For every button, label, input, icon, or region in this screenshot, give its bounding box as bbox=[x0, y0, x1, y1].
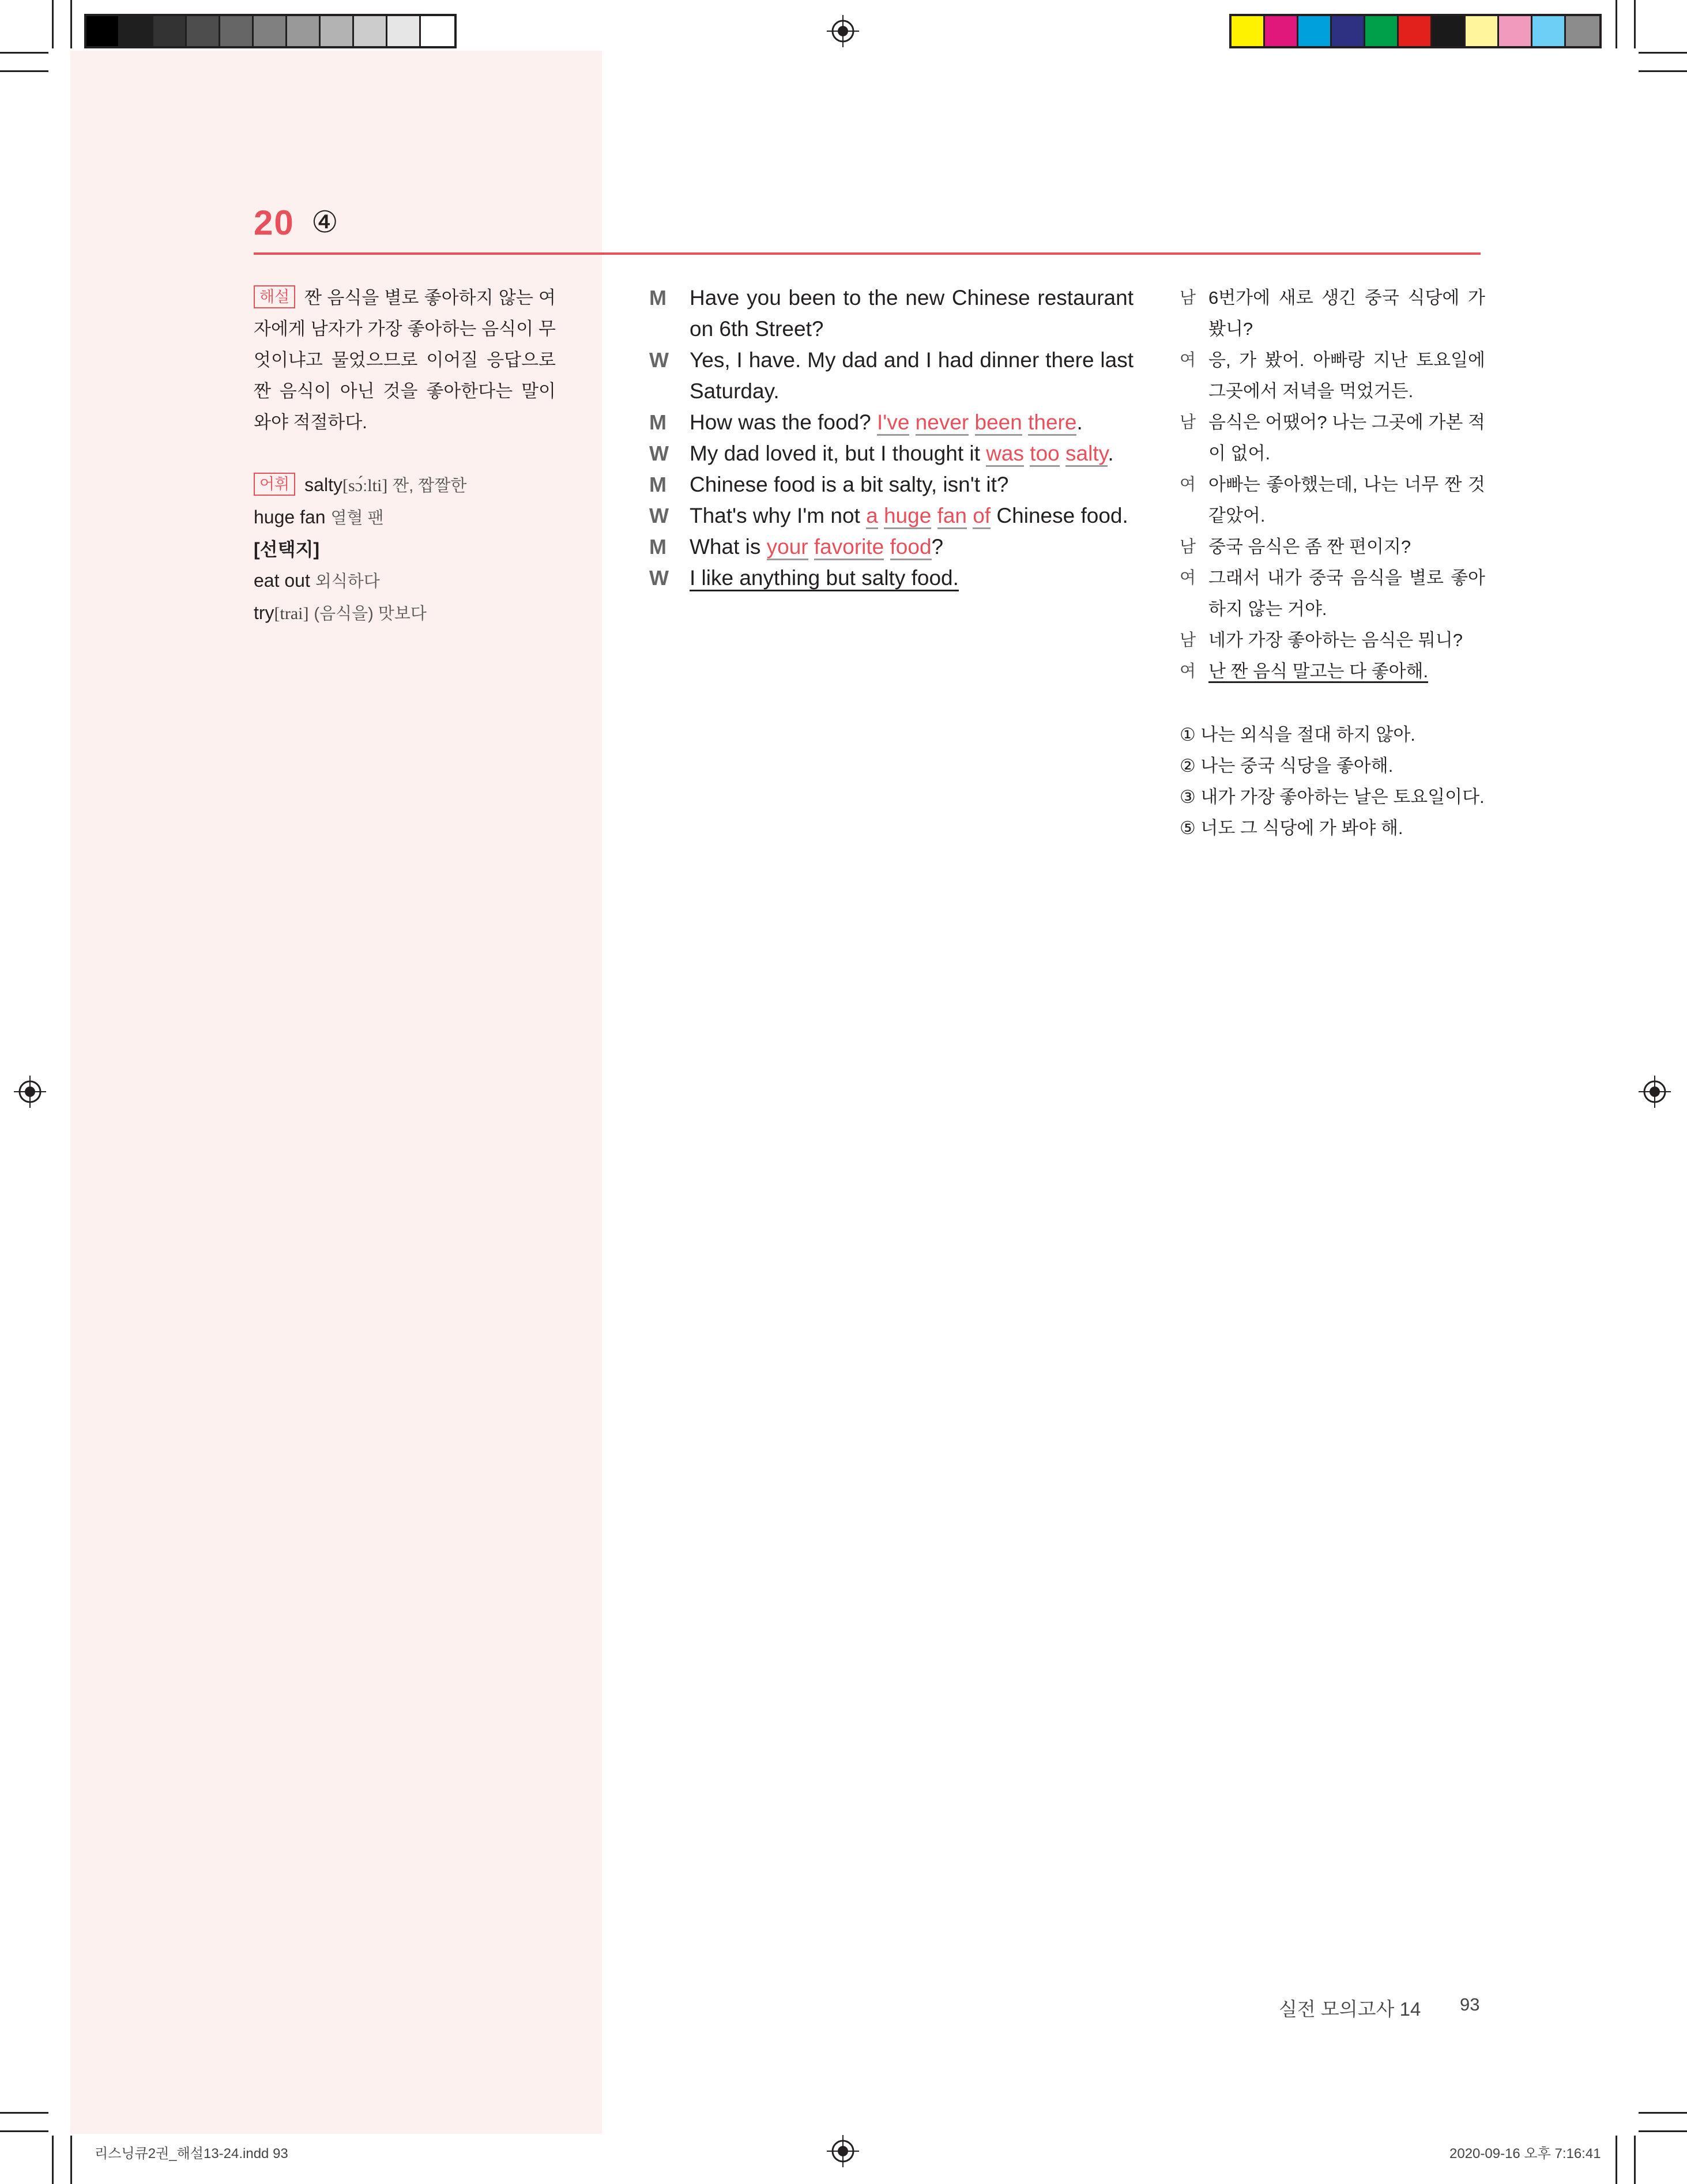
translation-line bbox=[1180, 625, 1485, 656]
explanation-tag: 해설 bbox=[254, 285, 295, 308]
choice-item: ② 나는 중국 식당을 좋아해. bbox=[1180, 756, 1394, 776]
key-phrase-word: of bbox=[973, 504, 991, 529]
gray-swatch bbox=[187, 16, 220, 46]
dialogue-text: Chinese food is a bit salty, isn't it? bbox=[690, 473, 1009, 496]
key-phrase-word: I've bbox=[877, 410, 909, 436]
speaker-label: M bbox=[649, 473, 666, 496]
speaker-label: 남 bbox=[1180, 289, 1196, 307]
color-swatch bbox=[1232, 16, 1265, 46]
key-phrase-word: food bbox=[890, 535, 932, 560]
dialogue-line bbox=[649, 563, 1134, 594]
speaker-label: 여 bbox=[1180, 476, 1196, 494]
gray-swatch bbox=[287, 16, 321, 46]
english-script bbox=[649, 282, 1134, 594]
dialogue-line bbox=[649, 469, 1134, 500]
choice-item: ① 나는 외식을 절대 하지 않아. bbox=[1180, 725, 1415, 745]
vocab-word: huge fan bbox=[254, 507, 326, 527]
translation-line bbox=[1180, 656, 1485, 687]
gray-swatch bbox=[387, 16, 421, 46]
vocab-item bbox=[254, 501, 577, 534]
explanation-block bbox=[254, 282, 556, 438]
heading-rule bbox=[254, 252, 1481, 255]
dialogue-text-plain: Chinese food. bbox=[991, 504, 1128, 527]
speaker-label: 여 bbox=[1180, 569, 1196, 587]
key-phrase-word: huge bbox=[884, 504, 931, 529]
translation-line bbox=[1180, 469, 1485, 531]
speaker-label: 남 bbox=[1180, 538, 1196, 556]
vocab-item bbox=[254, 597, 577, 629]
dialogue-text bbox=[690, 563, 1134, 594]
dialogue-text: Have you been to the new Chinese restaurant on 6th Street? bbox=[690, 286, 1134, 341]
dialogue-text-plain: That's why I'm not bbox=[690, 504, 867, 527]
process-color-bar bbox=[1229, 14, 1602, 48]
translation-text: 음식은 어땠어? 나는 그곳에 가본 적이 없어. bbox=[1208, 412, 1485, 463]
vocab-item bbox=[254, 565, 577, 597]
vocab-word: salty bbox=[304, 474, 342, 495]
speaker-label: 남 bbox=[1180, 631, 1196, 650]
crop-mark bbox=[70, 2136, 72, 2184]
speaker-label: M bbox=[649, 535, 666, 559]
dialogue-line bbox=[649, 531, 1134, 563]
vocab-word: eat out bbox=[254, 570, 310, 591]
speaker-label: W bbox=[649, 566, 669, 590]
dialogue-text-plain: ? bbox=[931, 535, 944, 559]
key-phrase-word: never bbox=[916, 410, 969, 436]
vocab-meaning: 열혈 팬 bbox=[330, 509, 384, 527]
key-phrase-word: fan bbox=[937, 504, 967, 529]
dialogue-text: Yes, I have. My dad and I had dinner there last Saturday. bbox=[690, 348, 1134, 403]
speaker-label: 여 bbox=[1180, 662, 1196, 681]
crop-mark bbox=[1639, 52, 1687, 54]
translation-text: 중국 음식은 좀 짠 편이지? bbox=[1208, 537, 1411, 557]
dialogue-line bbox=[649, 438, 1134, 469]
vocab-section-heading: [선택지] bbox=[254, 539, 320, 560]
dialogue-text-plain: My dad loved it, but I thought it bbox=[690, 442, 986, 465]
choice-translations bbox=[1180, 719, 1485, 844]
vocab-tag: 어휘 bbox=[254, 473, 295, 496]
translation-text: 6번가에 새로 생긴 중국 식당에 가 봤니? bbox=[1208, 288, 1485, 339]
speaker-label: M bbox=[649, 410, 666, 434]
speaker-label: W bbox=[649, 348, 669, 372]
translation-line bbox=[1180, 282, 1485, 345]
registration-mark-icon bbox=[1639, 1076, 1671, 1108]
choice-item: ③ 내가 가장 좋아하는 날은 토요일이다. bbox=[1180, 787, 1485, 807]
grayscale-color-bar bbox=[84, 14, 457, 48]
gray-swatch bbox=[153, 16, 187, 46]
dialogue-text-plain: . bbox=[1076, 410, 1083, 434]
answer-translation: 난 짠 음식 말고는 다 좋아해. bbox=[1208, 661, 1428, 683]
speaker-label: M bbox=[649, 286, 666, 310]
file-info: 리스닝큐2권_해설13-24.indd 93 bbox=[95, 2146, 288, 2162]
gray-swatch bbox=[220, 16, 254, 46]
dialogue-line bbox=[649, 282, 1134, 345]
question-number: 20 bbox=[254, 203, 295, 242]
translation-text: 응, 가 봤어. 아빠랑 지난 토요일에 그곳에서 저녁을 먹었거든. bbox=[1208, 350, 1485, 401]
gray-swatch bbox=[421, 16, 454, 46]
vocab-word: try bbox=[254, 602, 274, 623]
crop-mark bbox=[1639, 2130, 1687, 2132]
color-swatch bbox=[1399, 16, 1432, 46]
key-phrase-word: was bbox=[986, 442, 1024, 467]
crop-mark bbox=[0, 2112, 48, 2114]
translation-text bbox=[1208, 656, 1485, 687]
dialogue-text-plain: . bbox=[1108, 442, 1114, 465]
color-swatch bbox=[1265, 16, 1298, 46]
key-phrase-word: a bbox=[866, 504, 878, 529]
color-swatch bbox=[1499, 16, 1532, 46]
dialogue-line bbox=[649, 345, 1134, 407]
crop-mark bbox=[1616, 2136, 1617, 2184]
color-swatch bbox=[1332, 16, 1365, 46]
translation-line bbox=[1180, 407, 1485, 469]
crop-mark bbox=[1639, 70, 1687, 72]
gray-swatch bbox=[120, 16, 153, 46]
key-phrase-word: salty bbox=[1065, 442, 1108, 467]
crop-mark bbox=[1639, 2112, 1687, 2114]
speaker-label: 남 bbox=[1180, 413, 1196, 432]
color-swatch bbox=[1432, 16, 1466, 46]
color-swatch bbox=[1532, 16, 1566, 46]
vocab-meaning: (음식을) 맛보다 bbox=[314, 605, 427, 623]
crop-mark bbox=[1616, 0, 1617, 48]
dialogue-text-plain: What is bbox=[690, 535, 767, 559]
speaker-label: W bbox=[649, 442, 669, 465]
gray-swatch bbox=[321, 16, 354, 46]
vocab-pronunciation: [sɔ́ːlti] bbox=[342, 476, 388, 495]
vocab-pronunciation: [trai] bbox=[274, 604, 309, 623]
color-swatch bbox=[1365, 16, 1399, 46]
color-swatch bbox=[1566, 16, 1599, 46]
explanation-text: 짠 음식을 별로 좋아하지 않는 여자에게 남자가 가장 좋아하는 음식이 무엇이냐고 물었으므로 이어질 응답으로 짠 음식이 아닌 것을 좋아한다는 말이 와야 적절하다. bbox=[254, 288, 556, 432]
key-phrase-word: favorite bbox=[814, 535, 884, 560]
crop-mark bbox=[1634, 0, 1636, 48]
gray-swatch bbox=[86, 16, 120, 46]
translation-text: 네가 가장 좋아하는 음식은 뭐니? bbox=[1208, 630, 1463, 650]
dialogue-line bbox=[649, 500, 1134, 531]
page-number: 93 bbox=[1460, 1994, 1480, 2015]
vocabulary-block bbox=[254, 469, 577, 629]
dialogue-text bbox=[690, 500, 1134, 531]
dialogue-line bbox=[649, 407, 1134, 438]
korean-translation bbox=[1180, 282, 1485, 687]
crop-mark bbox=[52, 0, 54, 48]
dialogue-text bbox=[690, 407, 1134, 438]
color-swatch bbox=[1466, 16, 1499, 46]
dialogue-text-plain: How was the food? bbox=[690, 410, 877, 434]
vocab-meaning: 짠, 짭짤한 bbox=[393, 477, 467, 495]
key-phrase-word: been bbox=[975, 410, 1022, 436]
translation-text: 그래서 내가 중국 음식을 별로 좋아하지 않는 거야. bbox=[1208, 568, 1485, 619]
choice-item: ⑤ 너도 그 식당에 가 봐야 해. bbox=[1180, 818, 1403, 838]
registration-mark-icon bbox=[827, 15, 859, 47]
answer-sentence: I like anything but salty food. bbox=[690, 566, 959, 591]
crop-mark bbox=[0, 2130, 48, 2132]
key-phrase-word: there bbox=[1028, 410, 1076, 436]
registration-mark-icon bbox=[14, 1076, 46, 1108]
key-phrase-word: too bbox=[1030, 442, 1059, 467]
gray-swatch bbox=[254, 16, 287, 46]
crop-mark bbox=[0, 70, 48, 72]
vocab-meaning: 외식하다 bbox=[315, 572, 380, 591]
crop-mark bbox=[0, 52, 48, 54]
dialogue-text bbox=[690, 438, 1134, 469]
key-phrase-word: your bbox=[767, 535, 808, 560]
speaker-label: W bbox=[649, 504, 669, 527]
speaker-label: 여 bbox=[1180, 351, 1196, 369]
gray-swatch bbox=[354, 16, 387, 46]
section-label: 실전 모의고사 14 bbox=[1279, 1998, 1421, 2020]
crop-mark bbox=[70, 0, 72, 48]
print-timestamp: 2020-09-16 오후 7:16:41 bbox=[1449, 2146, 1601, 2162]
answer-marker: ④ bbox=[311, 206, 338, 239]
registration-mark-icon bbox=[827, 2135, 859, 2167]
color-swatch bbox=[1298, 16, 1332, 46]
crop-mark bbox=[52, 2136, 54, 2184]
vocab-item bbox=[254, 469, 577, 501]
translation-line bbox=[1180, 531, 1485, 563]
crop-mark bbox=[1634, 2136, 1636, 2184]
translation-line bbox=[1180, 345, 1485, 407]
translation-line bbox=[1180, 563, 1485, 625]
dialogue-text bbox=[690, 531, 1134, 563]
translation-text: 아빠는 좋아했는데, 나는 너무 짠 것 같았어. bbox=[1208, 474, 1485, 526]
